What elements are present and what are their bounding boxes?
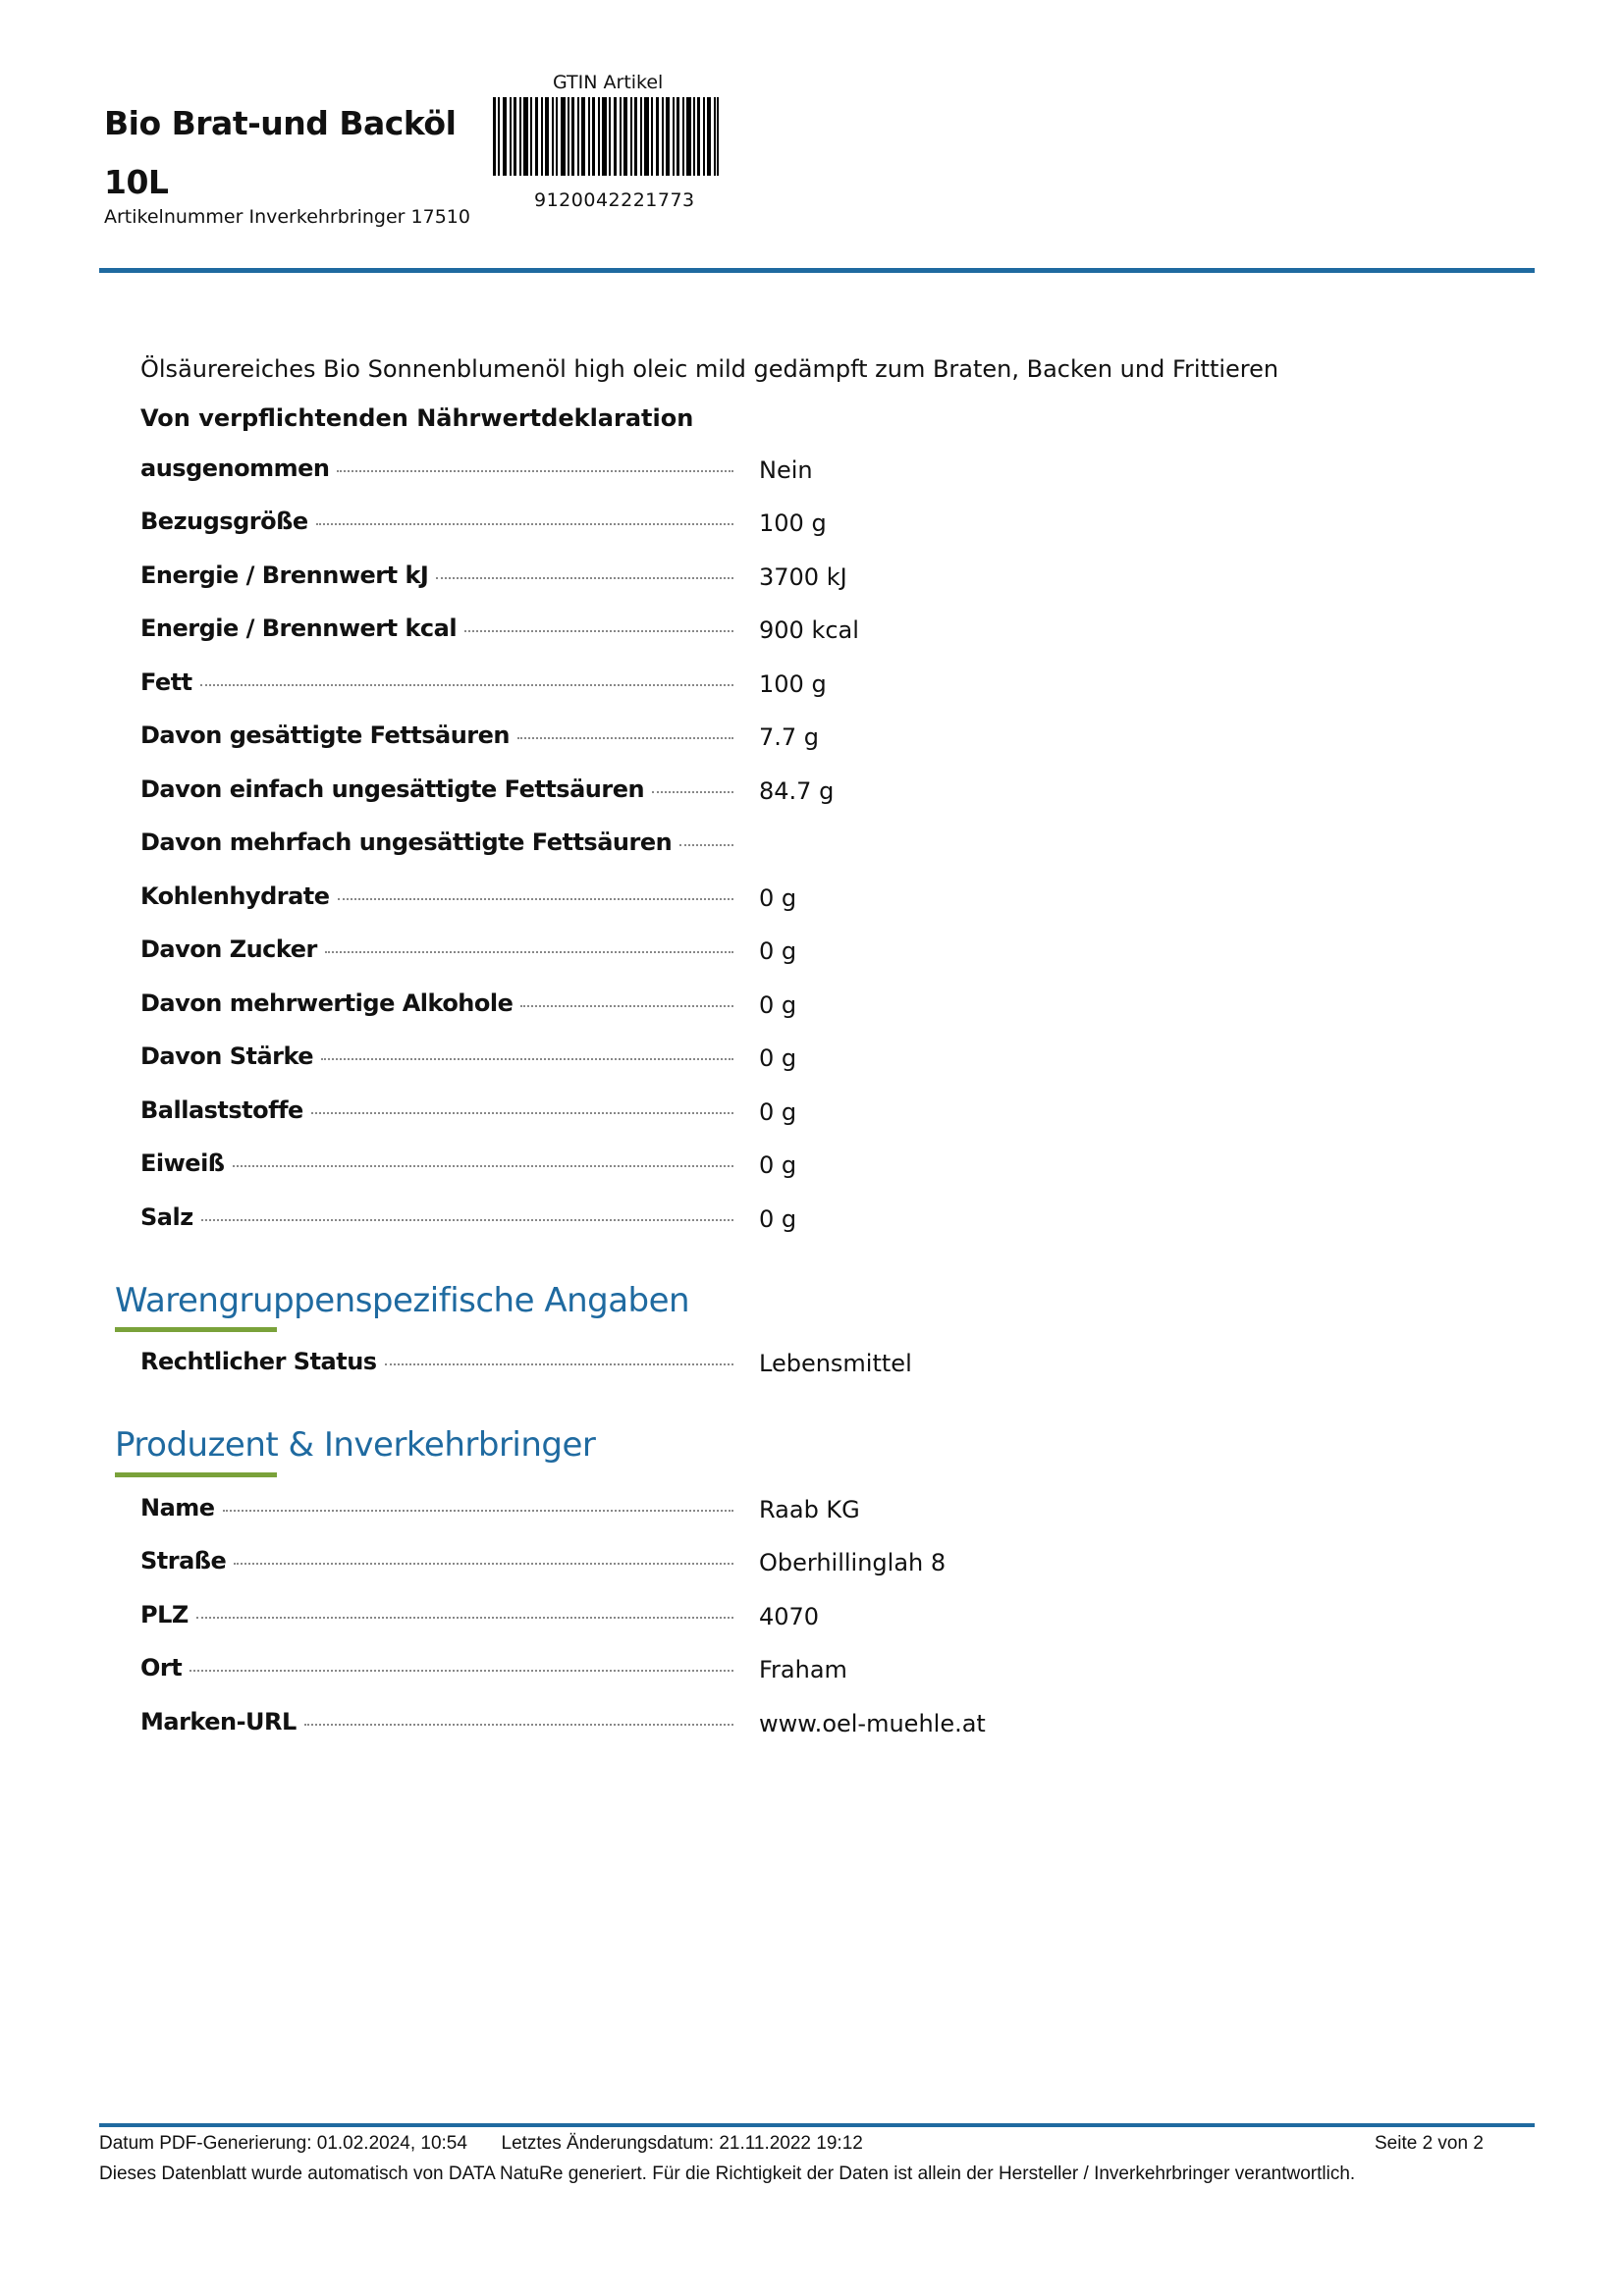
product-title	[104, 94, 456, 212]
nutrition-row	[140, 775, 1417, 815]
nutrition-row	[140, 1149, 1417, 1189]
detail-row	[140, 1654, 1417, 1693]
barcode-image	[493, 97, 719, 176]
dot-leader	[223, 1509, 733, 1512]
row-value: 0 g	[759, 1098, 797, 1126]
nutrition-row	[140, 989, 1417, 1029]
row-value: 84.7 g	[759, 777, 835, 805]
row-label: Davon mehrwertige Alkohole	[140, 989, 514, 1017]
row-label: Energie / Brennwert kcal	[140, 614, 458, 642]
row-label: ausgenommen	[140, 454, 330, 482]
dot-leader	[325, 950, 733, 953]
row-label: Name	[140, 1494, 215, 1522]
nutrition-row	[140, 935, 1417, 975]
nutrition-row	[140, 1203, 1417, 1243]
product-title-line2: 10L	[104, 163, 169, 201]
row-value: 0 g	[759, 1205, 797, 1233]
detail-row	[140, 1494, 1417, 1533]
dot-leader	[338, 897, 733, 900]
dot-leader	[385, 1362, 733, 1365]
detail-row	[140, 1348, 1417, 1387]
nutrition-heading: Von verpflichtenden Nährwertdeklaration	[140, 404, 694, 432]
dot-leader	[316, 522, 733, 525]
dot-leader	[311, 1111, 733, 1114]
section-title-product-group: Warengruppenspezifische Angaben	[115, 1281, 690, 1320]
nutrition-row	[140, 561, 1417, 601]
dot-leader	[517, 736, 733, 739]
nutrition-row	[140, 828, 1417, 868]
row-label: Energie / Brennwert kJ	[140, 561, 429, 589]
row-label: Salz	[140, 1203, 193, 1231]
footer-divider	[99, 2123, 1535, 2127]
section-title-producer: Produzent & Inverkehrbringer	[115, 1425, 596, 1465]
row-label: Kohlenhydrate	[140, 882, 330, 910]
dot-leader	[520, 1004, 733, 1007]
dot-leader	[196, 1616, 733, 1619]
section-underline	[115, 1472, 277, 1477]
header-divider	[99, 268, 1535, 273]
nutrition-row	[140, 721, 1417, 761]
dot-leader	[679, 843, 733, 846]
nutrition-row	[140, 668, 1417, 708]
nutrition-row	[140, 1042, 1417, 1082]
row-label: Straße	[140, 1547, 227, 1575]
section-underline	[115, 1327, 277, 1332]
row-value: 0 g	[759, 937, 797, 965]
row-value: Lebensmittel	[759, 1350, 912, 1377]
dot-leader	[201, 1218, 733, 1221]
row-value: 3700 kJ	[759, 563, 847, 591]
row-value: 0 g	[759, 1044, 797, 1072]
row-value: 0 g	[759, 884, 797, 912]
row-label: Davon einfach ungesättigte Fettsäuren	[140, 775, 645, 803]
brand-url: www.oel-muehle.at	[759, 1710, 986, 1737]
row-value: 900 kcal	[759, 616, 859, 644]
dot-leader	[321, 1057, 733, 1060]
row-value: Oberhillinglah 8	[759, 1549, 947, 1576]
row-value: 7.7 g	[759, 723, 820, 751]
row-value: Nein	[759, 456, 813, 484]
dot-leader	[200, 683, 733, 686]
dot-leader	[464, 629, 733, 632]
row-label: Bezugsgröße	[140, 507, 308, 535]
row-label: PLZ	[140, 1601, 189, 1629]
gtin-label: GTIN Artikel	[553, 72, 664, 93]
page-number: Seite 2 von 2	[1375, 2133, 1484, 2154]
nutrition-row	[140, 454, 1417, 494]
dot-leader	[436, 576, 733, 579]
product-description: Ölsäurereiches Bio Sonnenblumenöl high oleic mild gedämpft zum Braten, Backen und Frittieren	[140, 355, 1279, 383]
row-label: Ort	[140, 1654, 183, 1682]
row-label: Davon Stärke	[140, 1042, 314, 1070]
row-value: 0 g	[759, 991, 797, 1019]
row-label: Fett	[140, 668, 192, 696]
row-value: 0 g	[759, 1151, 797, 1179]
footer-dates	[99, 2133, 863, 2155]
dot-leader	[233, 1164, 733, 1167]
row-value: 100 g	[759, 509, 827, 537]
detail-row	[140, 1708, 1417, 1747]
row-label: Marken-URL	[140, 1708, 297, 1735]
row-value: 100 g	[759, 670, 827, 698]
row-label: Rechtlicher Status	[140, 1348, 377, 1375]
dot-leader	[189, 1669, 733, 1672]
dot-leader	[337, 469, 733, 472]
last-change-date: Letztes Änderungsdatum: 21.11.2022 19:12	[501, 2133, 863, 2154]
dot-leader	[234, 1562, 733, 1565]
footer-disclaimer: Dieses Datenblatt wurde automatisch von DATA NatuRe generiert. Für die Richtigkeit der Daten ist allein der Hersteller / Inverkehrbringer verantwortlich.	[99, 2163, 1356, 2184]
product-title-line1: Bio Brat-und Backöl	[104, 104, 457, 142]
detail-row	[140, 1547, 1417, 1586]
nutrition-row	[140, 1096, 1417, 1136]
row-value: Raab KG	[759, 1496, 860, 1523]
nutrition-row	[140, 882, 1417, 922]
dot-leader	[304, 1723, 733, 1726]
row-label: Ballaststoffe	[140, 1096, 303, 1124]
nutrition-row	[140, 614, 1417, 654]
gtin-number: 9120042221773	[534, 189, 695, 211]
row-label: Eiweiß	[140, 1149, 225, 1177]
dot-leader	[652, 790, 733, 793]
row-value: Fraham	[759, 1656, 847, 1683]
detail-row	[140, 1601, 1417, 1640]
row-label: Davon gesättigte Fettsäuren	[140, 721, 510, 749]
generation-date: Datum PDF-Generierung: 01.02.2024, 10:54	[99, 2133, 467, 2154]
row-value: 4070	[759, 1603, 820, 1630]
nutrition-row	[140, 507, 1417, 547]
article-number: Artikelnummer Inverkehrbringer 17510	[104, 206, 470, 228]
row-label: Davon Zucker	[140, 935, 317, 963]
row-label: Davon mehrfach ungesättigte Fettsäuren	[140, 828, 673, 856]
